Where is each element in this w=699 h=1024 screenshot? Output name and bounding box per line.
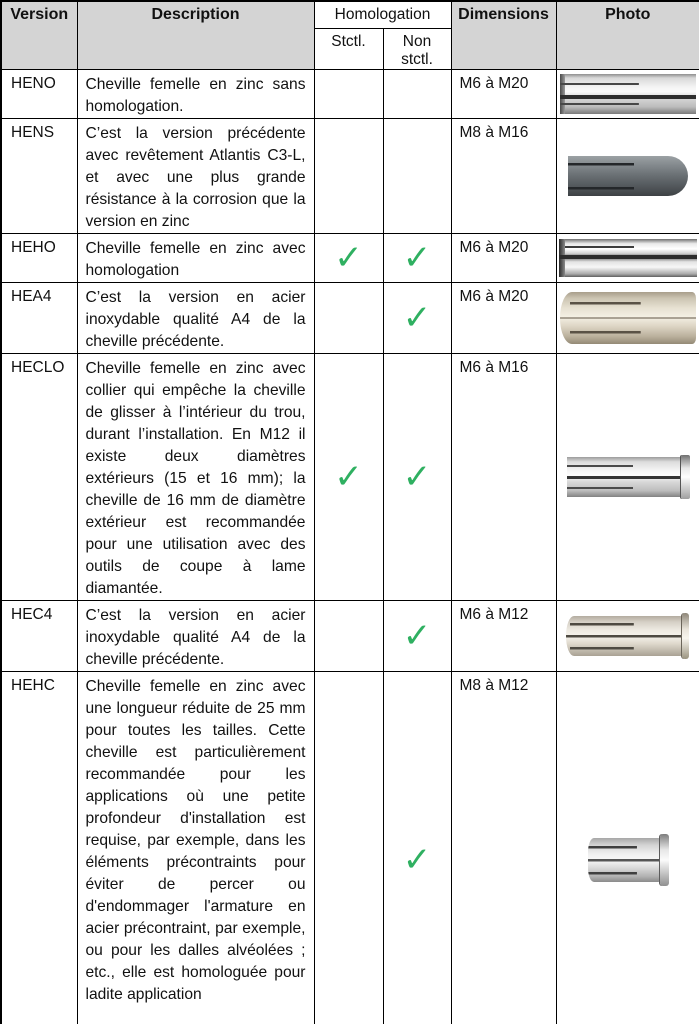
description-cell: Cheville femelle en zinc sans homologation. [77, 69, 314, 118]
non-stctl-cell [383, 600, 451, 671]
non-stctl-cell [383, 671, 451, 1024]
dimensions-cell: M6 à M20 [451, 69, 556, 118]
dimensions-cell: M6 à M20 [451, 282, 556, 353]
stctl-cell [314, 69, 383, 118]
column-header-homologation: Homologation [314, 1, 451, 28]
photo-cell [556, 353, 699, 600]
check-icon: ✓ [402, 237, 432, 278]
description-cell: C’est la version en acier inoxydable qualité A4 de la cheville précédente. [77, 282, 314, 353]
table-row-heho [1, 233, 699, 282]
version-cell: HEHC [1, 671, 77, 1024]
description-cell: Cheville femelle en zinc avec une longueur réduite de 25 mm pour toutes les tailles. Cette cheville est particulièrement recommandée pour les applications où une petite profondeur d'installation est requise, par exemple, dans les éléments précontraints pour éviter de percer ou d'endommager l'armature en acier précontraint, par exemple, ou pour les dalles alvéolées ; etc., elle est homologuée pour ladite application [77, 671, 314, 1024]
dimensions-cell: M6 à M16 [451, 353, 556, 600]
check-icon: ✓ [334, 456, 363, 497]
photo-cell [556, 600, 699, 671]
dimensions-cell: M6 à M20 [451, 233, 556, 282]
dark-coated-anchor-photo [568, 156, 688, 196]
version-cell: HECLO [1, 353, 77, 600]
table-row-heno [1, 69, 699, 118]
collar-anchor-photo [567, 457, 681, 497]
non-stctl-cell [383, 282, 451, 353]
description-cell: Cheville femelle en zinc avec collier qui empêche la cheville de glisser à l’intérieur du trou, durant l’installation. En M12 il existe deux diamètres extérieurs (15 et 16 mm); la cheville de 16 mm de diamètre extérieur est recommandée pour une utilisation avec des outils de coupe à lame diamantée. [77, 353, 314, 600]
check-icon: ✓ [402, 839, 432, 880]
stctl-cell [314, 282, 383, 353]
column-subheader-stctl: Stctl. [314, 28, 383, 69]
description-cell: C’est la version en acier inoxydable qualité A4 de la cheville précédente. [77, 600, 314, 671]
table-row-heclo [1, 353, 699, 600]
photo-cell [556, 69, 699, 118]
dimensions-cell: M8 à M12 [451, 671, 556, 1024]
version-cell: HEHO [1, 233, 77, 282]
non-stctl-cell [383, 353, 451, 600]
column-header-dimensions: Dimensions [451, 1, 556, 69]
description-cell: C’est la version précédente avec revêtement Atlantis C3-L, et avec une plus grande résistance à la corrosion que la version en zinc [77, 118, 314, 233]
non-stctl-cell [383, 118, 451, 233]
check-icon: ✓ [402, 615, 432, 656]
silver-zinc-anchor-photo [560, 74, 696, 114]
version-cell: HEC4 [1, 600, 77, 671]
stctl-cell [314, 671, 383, 1024]
column-header-version: Version [1, 1, 77, 69]
photo-cell [556, 282, 699, 353]
description-cell: Cheville femelle en zinc avec homologation [77, 233, 314, 282]
version-cell: HEA4 [1, 282, 77, 353]
check-icon: ✓ [402, 456, 432, 497]
stctl-cell [314, 233, 383, 282]
table-row-hec4 [1, 600, 699, 671]
column-header-photo: Photo [556, 1, 699, 69]
check-icon: ✓ [334, 237, 363, 278]
table-row-hea4 [1, 282, 699, 353]
photo-cell [556, 671, 699, 1024]
dimensions-cell: M6 à M12 [451, 600, 556, 671]
flanged-short-anchor-photo [588, 838, 660, 882]
stainless-a4-anchor-photo [560, 292, 696, 344]
chrome-zinc-anchor-photo [559, 239, 697, 277]
non-stctl-cell [383, 233, 451, 282]
stctl-cell [314, 600, 383, 671]
stctl-cell [314, 118, 383, 233]
stainless-a4-collar-anchor-photo [566, 616, 682, 656]
check-icon: ✓ [402, 297, 432, 338]
table-row-hehc [1, 671, 699, 1024]
photo-cell [556, 233, 699, 282]
dimensions-cell: M8 à M16 [451, 118, 556, 233]
non-stctl-cell [383, 69, 451, 118]
stctl-cell [314, 353, 383, 600]
column-subheader-non-stctl: Non stctl. [383, 28, 451, 69]
column-header-description: Description [77, 1, 314, 69]
version-cell: HENO [1, 69, 77, 118]
table-row-hens [1, 118, 699, 233]
photo-cell [556, 118, 699, 233]
version-cell: HENS [1, 118, 77, 233]
